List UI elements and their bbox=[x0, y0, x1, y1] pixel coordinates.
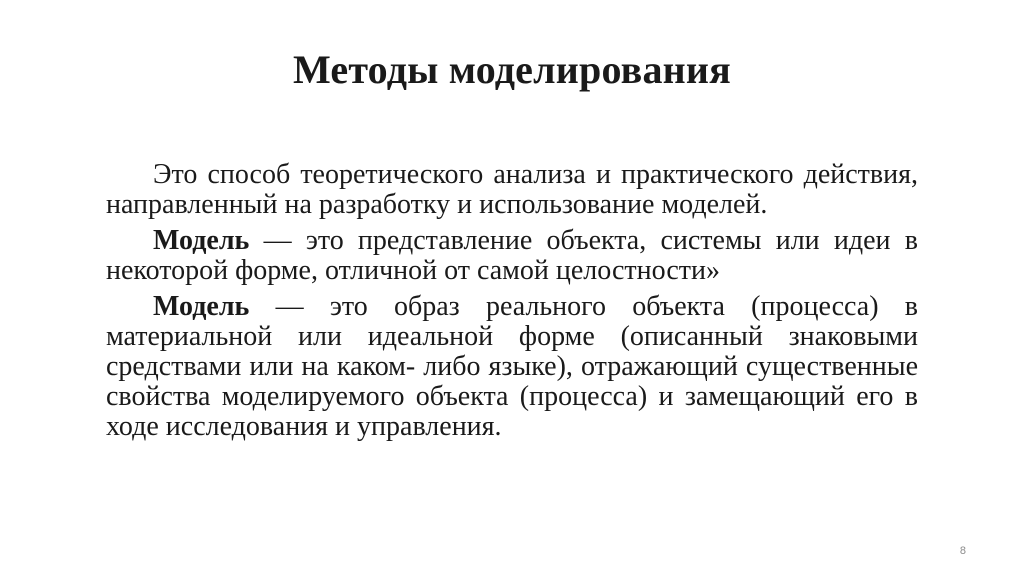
term-model: Модель bbox=[153, 291, 250, 322]
page-number: 8 bbox=[959, 545, 966, 557]
term-model: Модель bbox=[153, 225, 250, 256]
paragraph-definition-model-2 bbox=[106, 292, 918, 442]
slide-title: Методы моделирования bbox=[292, 47, 732, 92]
paragraph-definition-method bbox=[106, 160, 918, 220]
paragraph-text: — это представление объекта, системы или идеи в некоторой форме, отличной от самой целостности» bbox=[106, 225, 918, 286]
paragraph-definition-model-1 bbox=[106, 226, 918, 286]
paragraph-text: — это образ реального объекта (процесса) в материальной или идеальной форме (описанный знаковыми средствами или на каком- либо языке), отражающий существенные свойства моделируемого объекта (процесса) и замещающий его в ходе исследования и управления. bbox=[106, 291, 918, 442]
paragraph-text: Это способ теоретического анализа и практического действия, направленный на разработку и использование моделей. bbox=[106, 159, 918, 220]
slide-body bbox=[106, 160, 918, 448]
